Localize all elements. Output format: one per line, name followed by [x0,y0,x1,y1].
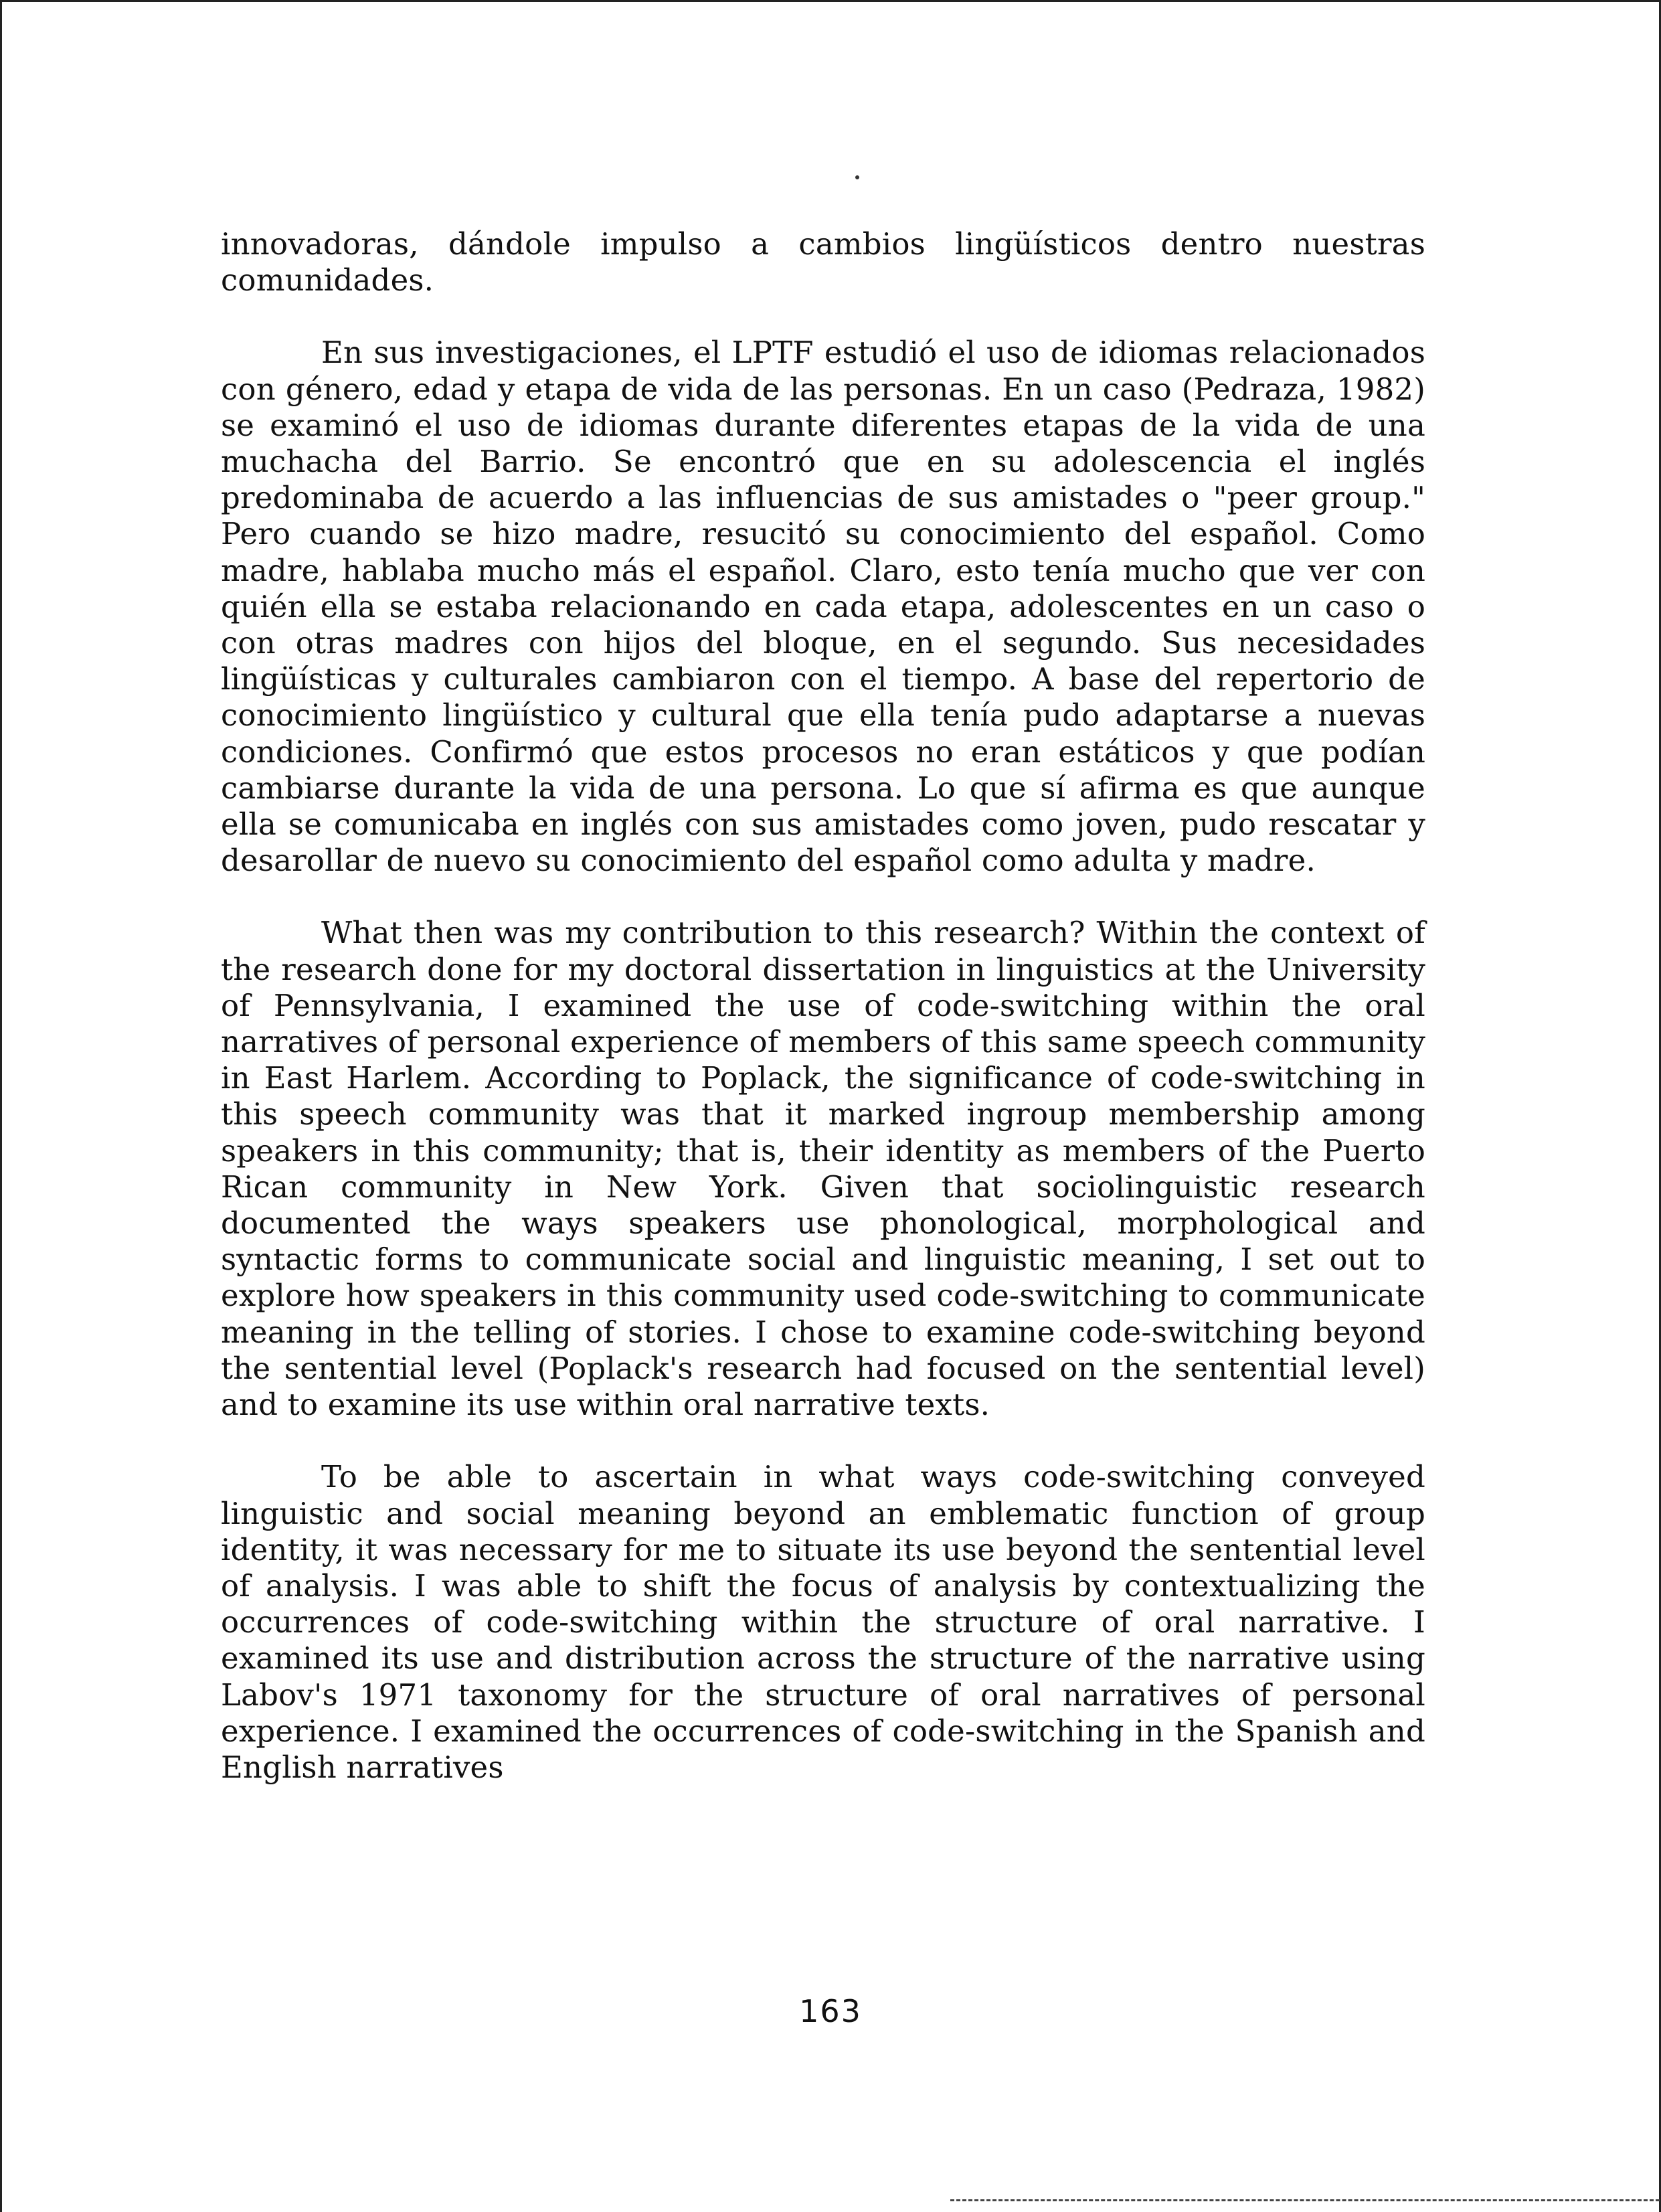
paragraph-continuation: innovadoras, dándole impulso a cambios lingüísticos dentro nuestras comunidades. [221,226,1425,299]
scan-speck [855,175,859,179]
body-text [221,226,1425,1786]
paragraph-contribution: What then was my contribution to this research? Within the context of the research done for my doctoral dissertation in linguistics at the University of Pennsylvania, I examined the use of code-switching within the oral narratives of personal experience of members of this same speech community in East Harlem. According to Poplack, the significance of code-switching in this speech community was that it marked ingroup membership among speakers in this community; that is, their identity as members of the Puerto Rican community in New York. Given that sociolinguistic research documented the ways speakers use phonological, morphological and syntactic forms to communicate social and linguistic meaning, I set out to explore how speakers in this community used code-switching to communicate meaning in the telling of stories. I chose to examine code-switching beyond the sentential level (Poplack's research had focused on the sentential level) and to examine its use within oral narrative texts. [221,915,1425,1423]
bottom-edge-rule [950,2199,1660,2201]
page-number: 163 [799,1993,862,2029]
paragraph-lptf-research: En sus investigaciones, el LPTF estudió el uso de idiomas relacionados con género, edad y etapa de vida de las personas. En un caso (Pedraza, 1982) se examinó el uso de idiomas durante diferentes etapas de la vida de una muchacha del Barrio. Se encontró que en su adolescencia el inglés predominaba de acuerdo a las influencias de sus amistades o "peer group." Pero cuando se hizo madre, resucitó su conocimiento del español. Como madre, hablaba mucho más el español. Claro, esto tenía mucho que ver con quién ella se estaba relacionando en cada etapa, adolescentes en un caso o con otras madres con hijos del bloque, en el segundo. Sus necesidades lingüísticas y culturales cambiaron con el tiempo. A base del repertorio de conocimiento lingüístico y cultural que ella tenía pudo adaptarse a nuevas condiciones. Confirmó que estos procesos no eran estáticos y que podían cambiarse durante la vida de una persona. Lo que sí afirma es que aunque ella se comunicaba en inglés con sus amistades como joven, pudo rescatar y desarollar de nuevo su conocimiento del español como adulta y madre. [221,335,1425,879]
paragraph-code-switching-analysis: To be able to ascertain in what ways code-switching conveyed linguistic and social meaning beyond an emblematic function of group identity, it was necessary for me to situate its use beyond the sentential level of analysis. I was able to shift the focus of analysis by contextualizing the occurrences of code-switching within the structure of oral narrative. I examined its use and distribution across the structure of the narrative using Labov's 1971 taxonomy for the structure of oral narratives of personal experience. I examined the occurrences of code-switching in the Spanish and English narratives [221,1459,1425,1785]
